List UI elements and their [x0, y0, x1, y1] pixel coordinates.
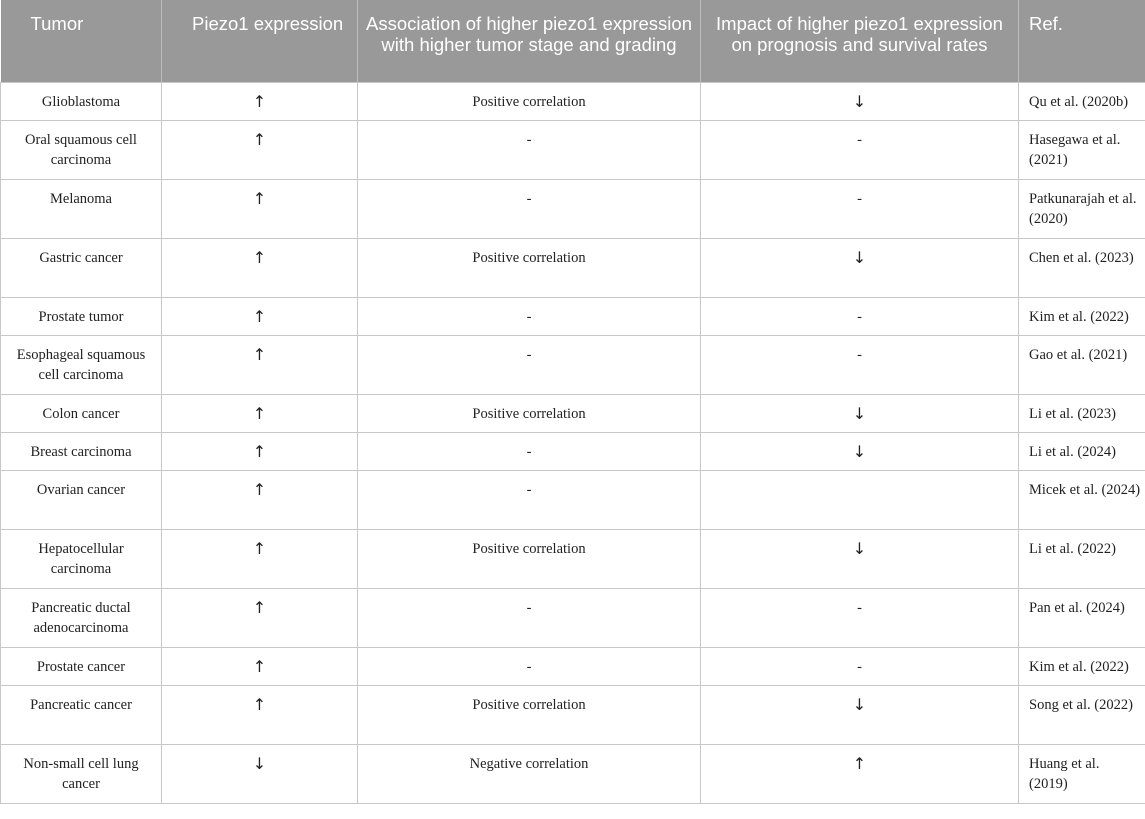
cell-impact: ↓ — [701, 238, 1019, 297]
cell-expression: ↑ — [162, 588, 358, 647]
cell-tumor: Colon cancer — [1, 394, 162, 432]
cell-tumor: Ovarian cancer — [1, 470, 162, 529]
cell-expression: ↑ — [162, 335, 358, 394]
cell-ref: Song et al. (2022) — [1019, 685, 1145, 744]
cell-expression: ↑ — [162, 470, 358, 529]
cell-impact: - — [701, 120, 1019, 179]
cell-association: - — [358, 297, 701, 335]
cell-impact: ↓ — [701, 529, 1019, 588]
cell-impact: - — [701, 588, 1019, 647]
cell-association: Positive correlation — [358, 394, 701, 432]
cell-ref: Li et al. (2022) — [1019, 529, 1145, 588]
table-row — [1, 529, 1145, 588]
cell-impact: ↓ — [701, 82, 1019, 120]
cell-ref: Gao et al. (2021) — [1019, 335, 1145, 394]
cell-tumor: Glioblastoma — [1, 82, 162, 120]
cell-expression: ↑ — [162, 529, 358, 588]
cell-association: Positive correlation — [358, 685, 701, 744]
cell-expression: ↑ — [162, 238, 358, 297]
table-row — [1, 685, 1145, 744]
cell-impact — [701, 470, 1019, 529]
header-ref: Ref. — [1019, 0, 1145, 82]
table-body — [1, 82, 1145, 803]
cell-impact: - — [701, 647, 1019, 685]
table-row — [1, 470, 1145, 529]
cell-expression: ↑ — [162, 685, 358, 744]
cell-expression: ↑ — [162, 120, 358, 179]
cell-expression: ↑ — [162, 82, 358, 120]
table-row — [1, 120, 1145, 179]
header-expression: Piezo1 expression — [162, 0, 358, 82]
cell-ref: Huang et al. (2019) — [1019, 744, 1145, 803]
cell-impact: ↓ — [701, 685, 1019, 744]
cell-tumor: Melanoma — [1, 179, 162, 238]
cell-ref: Qu et al. (2020b) — [1019, 82, 1145, 120]
table-row — [1, 335, 1145, 394]
cell-association: - — [358, 432, 701, 470]
cell-ref: Li et al. (2023) — [1019, 394, 1145, 432]
cell-expression: ↓ — [162, 744, 358, 803]
cell-tumor: Esophageal squamous cell carcinoma — [1, 335, 162, 394]
cell-association: - — [358, 120, 701, 179]
header-impact: Impact of higher piezo1 expression on prognosis and survival rates — [701, 0, 1019, 82]
cell-expression: ↑ — [162, 394, 358, 432]
cell-tumor: Breast carcinoma — [1, 432, 162, 470]
table-row — [1, 744, 1145, 803]
cell-association: - — [358, 647, 701, 685]
cell-impact: ↑ — [701, 744, 1019, 803]
cell-association: Positive correlation — [358, 529, 701, 588]
table-row — [1, 588, 1145, 647]
cell-tumor: Non-small cell lung cancer — [1, 744, 162, 803]
cell-impact: - — [701, 335, 1019, 394]
cell-ref: Micek et al. (2024) — [1019, 470, 1145, 529]
cell-association: Negative correlation — [358, 744, 701, 803]
cell-expression: ↑ — [162, 179, 358, 238]
table-row — [1, 432, 1145, 470]
header-row — [1, 0, 1145, 82]
cell-expression: ↑ — [162, 647, 358, 685]
cell-ref: Chen et al. (2023) — [1019, 238, 1145, 297]
cell-expression: ↑ — [162, 432, 358, 470]
cell-tumor: Gastric cancer — [1, 238, 162, 297]
table-row — [1, 394, 1145, 432]
cell-ref: Kim et al. (2022) — [1019, 297, 1145, 335]
cell-association: - — [358, 470, 701, 529]
table-header — [1, 0, 1145, 82]
cell-ref: Li et al. (2024) — [1019, 432, 1145, 470]
cell-impact: - — [701, 179, 1019, 238]
cell-expression: ↑ — [162, 297, 358, 335]
cell-ref: Hasegawa et al. (2021) — [1019, 120, 1145, 179]
cell-impact: ↓ — [701, 394, 1019, 432]
cell-tumor: Pancreatic cancer — [1, 685, 162, 744]
table-row — [1, 82, 1145, 120]
table-row — [1, 179, 1145, 238]
cell-tumor: Prostate tumor — [1, 297, 162, 335]
cell-ref: Kim et al. (2022) — [1019, 647, 1145, 685]
cell-impact: - — [701, 297, 1019, 335]
header-tumor: Tumor — [1, 0, 162, 82]
cell-tumor: Hepatocellular carcinoma — [1, 529, 162, 588]
cell-ref: Patkunarajah et al. (2020) — [1019, 179, 1145, 238]
table-row — [1, 647, 1145, 685]
cell-tumor: Pancreatic ductal adenocarcinoma — [1, 588, 162, 647]
cell-association: Positive correlation — [358, 82, 701, 120]
cell-association: - — [358, 335, 701, 394]
cell-ref: Pan et al. (2024) — [1019, 588, 1145, 647]
table-row — [1, 297, 1145, 335]
cell-tumor: Prostate cancer — [1, 647, 162, 685]
header-association: Association of higher piezo1 expression with higher tumor stage and grading — [358, 0, 701, 82]
cell-association: Positive correlation — [358, 238, 701, 297]
cell-tumor: Oral squamous cell carcinoma — [1, 120, 162, 179]
cell-impact: ↓ — [701, 432, 1019, 470]
cell-association: - — [358, 179, 701, 238]
table-row — [1, 238, 1145, 297]
cell-association: - — [358, 588, 701, 647]
